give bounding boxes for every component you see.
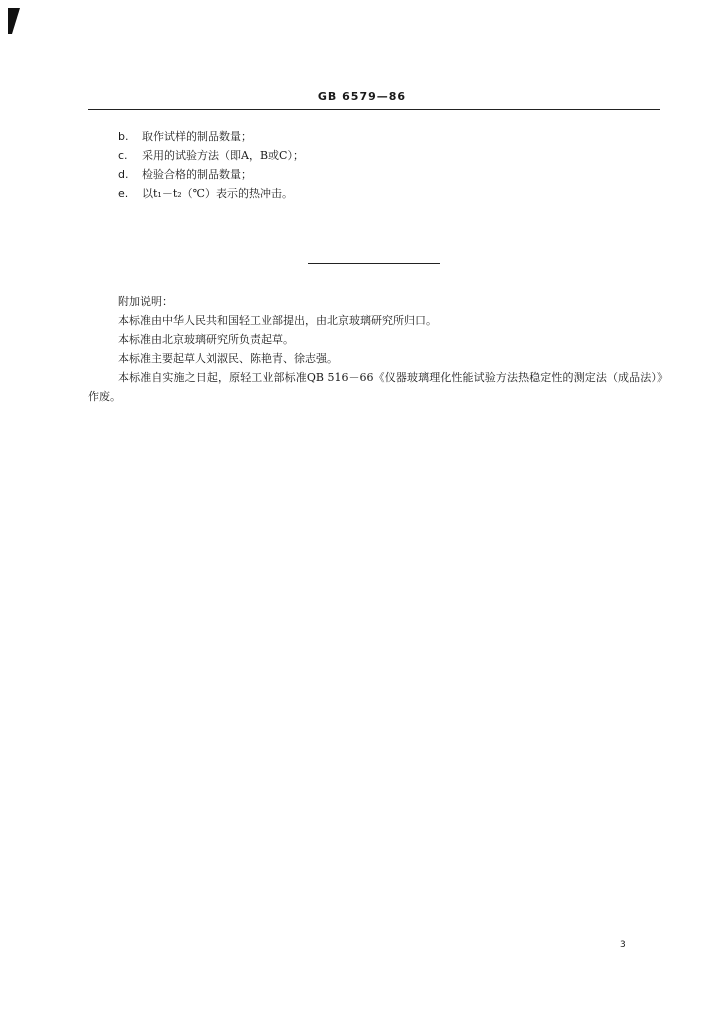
list-item (118, 184, 304, 203)
note-paragraph: 本标准由北京玻璃研究所负责起草。 (118, 333, 294, 346)
list-marker: b. (118, 130, 129, 143)
list-item-text: 以t₁－t₂（℃）表示的热冲击。 (142, 187, 293, 200)
list-item (118, 146, 304, 165)
list-item (118, 127, 304, 146)
result-items-list (118, 127, 304, 203)
list-item-text: 采用的试验方法（即A，B或C）； (142, 149, 304, 162)
note-paragraph: 本标准由中华人民共和国轻工业部提出，由北京玻璃研究所归口。 (118, 314, 437, 327)
section-separator (308, 263, 440, 264)
notes-heading: 附加说明： (118, 295, 173, 308)
page-number: 3 (620, 940, 626, 950)
note-paragraph: 本标准自实施之日起，原轻工业部标准QB 516－66《仪器玻璃理化性能试验方法热稳定性的测定法（成品法）》作废。 (88, 371, 668, 403)
list-item-text: 检验合格的制品数量； (142, 168, 252, 181)
additional-notes (88, 292, 668, 406)
header-rule (88, 109, 660, 110)
list-marker: c. (118, 149, 128, 162)
list-marker: d. (118, 168, 129, 181)
list-marker: e. (118, 187, 129, 200)
list-item-text: 取作试样的制品数量； (142, 130, 252, 143)
note-paragraph: 本标准主要起草人刘淑民、陈艳青、徐志强。 (118, 352, 338, 365)
list-item (118, 165, 304, 184)
corner-registration-mark (8, 8, 20, 34)
standard-code-header: GB 6579—86 (317, 90, 407, 103)
